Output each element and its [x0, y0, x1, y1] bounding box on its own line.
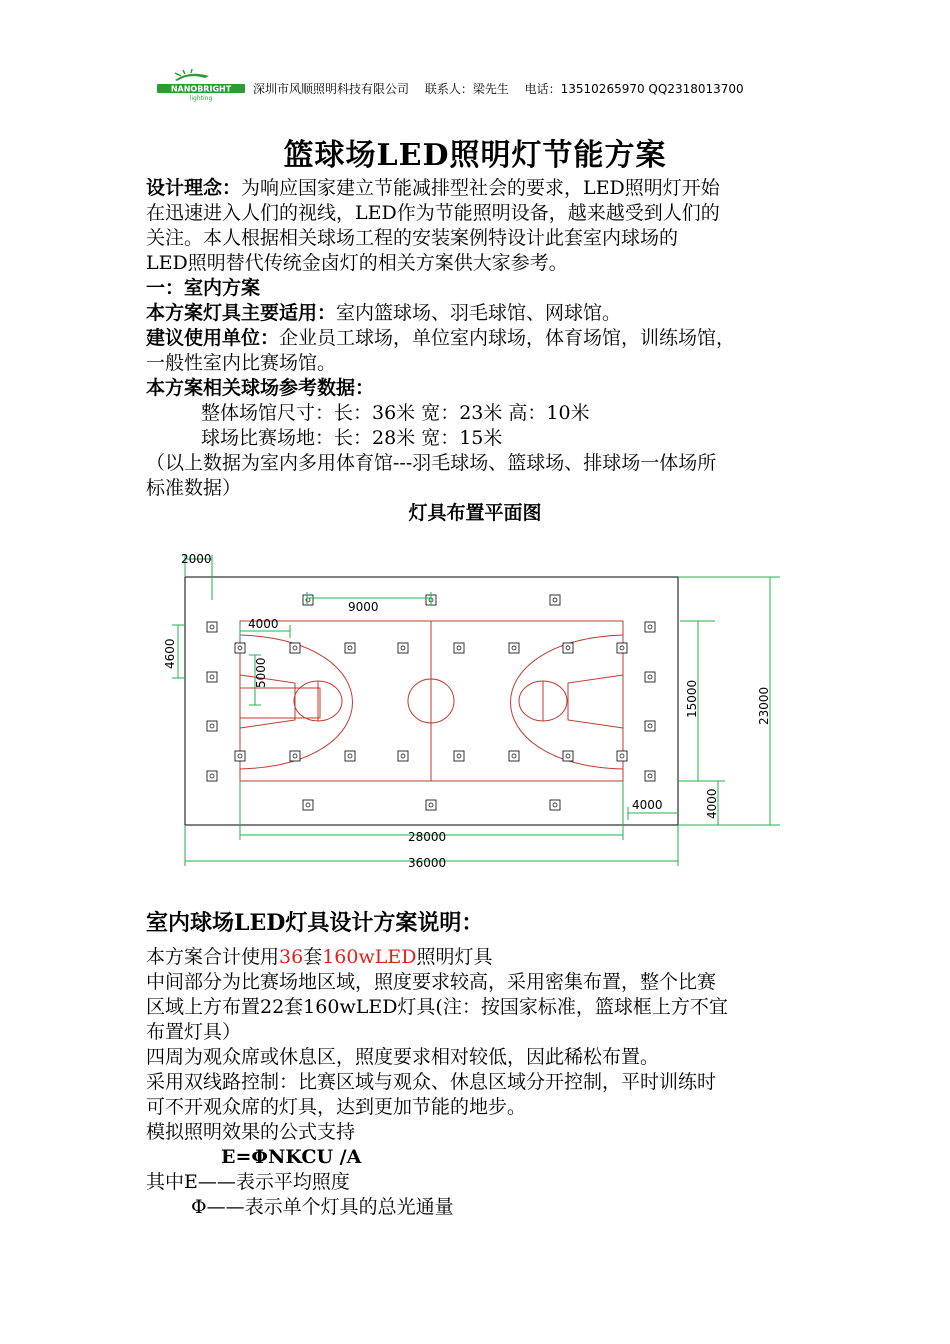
lighting-layout-diagram — [150, 545, 810, 880]
body-line-6: 采用双线路控制：比赛区域与观众、休息区域分开控制，平时训练时 — [146, 1071, 717, 1093]
ref-label: 本方案相关球场参考数据： — [146, 377, 375, 399]
plan-text-3: 照明灯具 — [416, 946, 493, 968]
svg-text:NANOBRIGHT: NANOBRIGHT — [170, 84, 232, 94]
lamp-icon — [398, 643, 408, 653]
note-line-2: 标准数据） — [146, 477, 242, 499]
intro-line-1: 为响应国家建立节能减排型社会的要求，LED照明灯开始 — [241, 177, 720, 199]
lamp-icon — [509, 751, 519, 761]
lamp-icon — [563, 751, 573, 761]
lamp-icon — [303, 800, 313, 810]
lamp-icon — [550, 595, 560, 605]
lamp-icon — [645, 721, 655, 731]
diagram-caption: 灯具布置平面图 — [408, 502, 542, 524]
page-title: 篮球场LED照明灯节能方案 — [283, 138, 667, 173]
lamp-icon — [617, 751, 627, 761]
dim-4000-right: 4000 — [632, 798, 663, 812]
formula: E=ΦNKCU /A — [221, 1146, 362, 1168]
units-line-2: 一般性室内比赛场馆。 — [146, 352, 337, 374]
lamp-icon — [290, 751, 300, 761]
body-line-5: 四周为观众席或休息区，照度要求相对较低，因此稀松布置。 — [146, 1046, 660, 1068]
lamp-power: 160wLED — [322, 946, 417, 968]
lamp-icon — [645, 672, 655, 682]
dim-4600: 4600 — [163, 638, 177, 669]
lamp-icon — [509, 643, 519, 653]
lamp-icon — [398, 751, 408, 761]
lamp-icon — [645, 622, 655, 632]
dim-4000-vert: 4000 — [705, 788, 719, 819]
contact-line: 深圳市风顺照明科技有限公司 联系人：梁先生 电话：13510265970 QQ2318013700 — [253, 82, 744, 96]
dim-36000: 36000 — [408, 856, 447, 870]
lamp-icon — [345, 643, 355, 653]
dim-5000: 5000 — [254, 657, 268, 688]
intro-label: 设计理念： — [146, 177, 242, 199]
lamp-icon — [303, 595, 313, 605]
lamp-icon — [207, 622, 217, 632]
lamp-icon — [207, 672, 217, 682]
dim-2000: 2000 — [181, 552, 212, 566]
dim-23000: 23000 — [757, 686, 771, 725]
body-line-10: Φ——表示单个灯具的总光通量 — [191, 1196, 454, 1218]
ref-line-1: 整体场馆尺寸：长：36米 宽：23米 高：10米 — [201, 402, 590, 424]
plan-text-2: 套 — [303, 946, 323, 968]
ref-line-2: 球场比赛场地：长：28米 宽：15米 — [201, 427, 503, 449]
dim-28000: 28000 — [408, 830, 447, 844]
lamp-icon — [235, 751, 245, 761]
lamp-icon — [550, 800, 560, 810]
body-line-2: 中间部分为比赛场地区域，照度要求较高，采用密集布置，整个比赛 — [146, 971, 717, 993]
svg-text:lighting: lighting — [189, 95, 213, 102]
section-heading: 一：室内方案 — [146, 277, 261, 299]
intro-line-4: LED照明替代传统金卤灯的相关方案供大家参考。 — [146, 252, 568, 274]
lamp-icon — [207, 771, 217, 781]
applicable-text: 室内篮球场、羽毛球馆、网球馆。 — [336, 302, 622, 324]
units-label: 建议使用单位： — [146, 327, 280, 349]
dim-15000: 15000 — [685, 679, 699, 718]
plan-text-1: 本方案合计使用 — [146, 946, 280, 968]
intro-line-2: 在迅速进入人们的视线，LED作为节能照明设备，越来越受到人们的 — [146, 202, 720, 224]
intro-line-3: 关注。本人根据相关球场工程的安装案例特设计此套室内球场的 — [146, 227, 679, 249]
body-line-7: 可不开观众席的灯具，达到更加节能的地步。 — [146, 1096, 527, 1118]
body-line-9: 其中E——表示平均照度 — [146, 1171, 350, 1193]
lamp-icon — [345, 751, 355, 761]
key-left — [240, 688, 320, 718]
dim-9000: 9000 — [348, 600, 379, 614]
lamp-count: 36 — [279, 946, 304, 968]
lamp-icon — [235, 643, 245, 653]
lamp-icon — [207, 721, 217, 731]
note-line-1: （以上数据为室内多用体育馆---羽毛球场、篮球场、排球场一体场所 — [146, 452, 717, 474]
section2-heading: 室内球场LED灯具设计方案说明： — [146, 910, 484, 936]
lamp-icon — [454, 643, 464, 653]
page-header — [155, 66, 855, 102]
applicable-label: 本方案灯具主要适用： — [146, 302, 337, 324]
body-line-3: 区域上方布置22套160wLED灯具(注：按国家标准，篮球框上方不宜 — [146, 996, 728, 1018]
body-line-8: 模拟照明效果的公式支持 — [146, 1121, 356, 1143]
section-indoor — [146, 276, 814, 501]
lamp-icon — [645, 771, 655, 781]
free-throw-right — [568, 675, 623, 728]
company-logo — [155, 68, 247, 102]
lamp-icon — [426, 800, 436, 810]
units-line-1: 企业员工球场，单位室内球场，体育场馆，训练场馆， — [279, 327, 736, 349]
lamp-icon — [617, 643, 627, 653]
dim-4000-top: 4000 — [248, 617, 279, 631]
lamp-icon — [454, 751, 464, 761]
section2-body — [146, 945, 814, 1220]
body-line-4: 布置灯具） — [146, 1021, 242, 1043]
intro-paragraph — [146, 176, 814, 276]
lamp-icon — [563, 643, 573, 653]
lamp-icon — [290, 643, 300, 653]
